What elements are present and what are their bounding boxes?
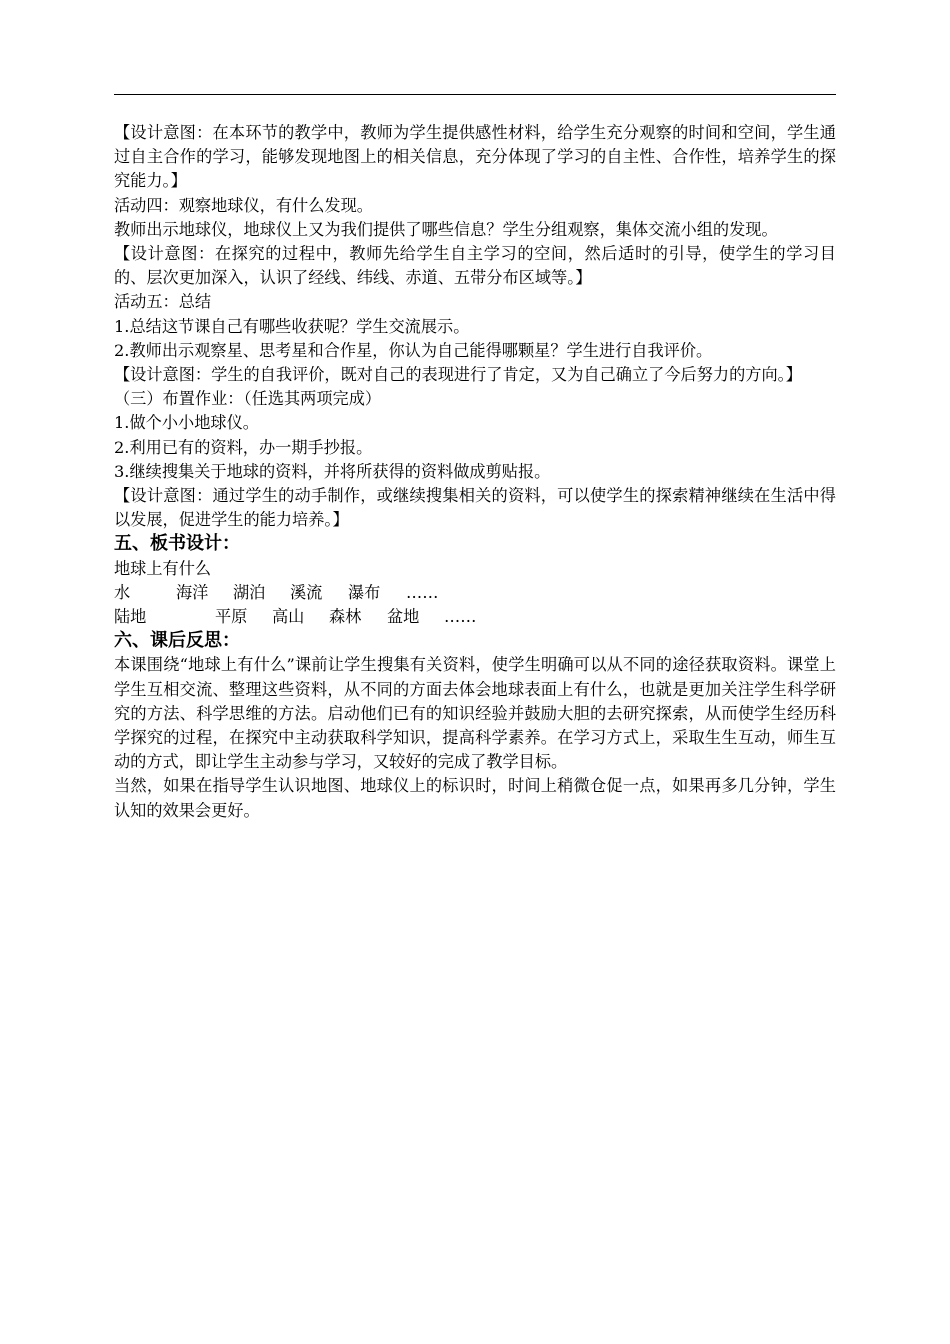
reflection-heading: 六、课后反思： xyxy=(114,630,240,652)
homework-item-3: 3.继续搜集关于地球的资料，并将所获得的资料做成剪贴报。 xyxy=(114,461,551,481)
activity-4-body: 教师出示地球仪，地球仪上又为我们提供了哪些信息？学生分组观察，集体交流小组的发现。 xyxy=(114,219,778,239)
board-cell: …… xyxy=(444,607,477,627)
activity-5-title: 活动五：总结 xyxy=(114,292,212,312)
board-cell: 盆地 xyxy=(387,607,420,627)
board-cell: 陆地 xyxy=(114,607,147,627)
board-cell: …… xyxy=(406,582,439,602)
homework-item-1: 1.做个小小地球仪。 xyxy=(114,413,259,433)
design-intent-1: 【设计意图：在本环节的教学中，教师为学生提供感性材料，给学生充分观察的时间和空间，学生通过自主合作的学习，能够发现地图上的相关信息，充分体现了学习的自主性、合作性，培养学生的探究能力。】 xyxy=(114,123,836,191)
board-cell: 湖泊 xyxy=(233,582,266,602)
board-cell: 瀑布 xyxy=(348,582,381,602)
board-cell: 平原 xyxy=(215,607,248,627)
design-intent-2: 【设计意图：在探究的过程中，教师先给学生自主学习的空间，然后适时的引导，使学生的学习目的、层次更加深入，认识了经线、纬线、赤道、五带分布区域等。】 xyxy=(114,244,836,288)
board-row-water xyxy=(114,581,836,605)
summary-item-1: 1.总结这节课自己有哪些收获呢？学生交流展示。 xyxy=(114,316,470,336)
board-title: 地球上有什么 xyxy=(114,558,212,578)
board-cell: 海洋 xyxy=(176,582,209,602)
homework-item-2: 2.利用已有的资料，办一期手抄报。 xyxy=(114,437,373,457)
activity-4-title: 活动四：观察地球仪，有什么发现。 xyxy=(114,195,373,215)
board-cell: 高山 xyxy=(272,607,305,627)
board-row-land xyxy=(114,605,836,629)
design-intent-4: 【设计意图：通过学生的动手制作，或继续搜集相关的资料，可以使学生的探索精神继续在生活中得以发展，促进学生的能力培养。】 xyxy=(114,486,836,530)
header-rule xyxy=(114,94,836,95)
board-design-heading: 五、板书设计： xyxy=(114,533,240,555)
design-intent-3: 【设计意图：学生的自我评价，既对自己的表现进行了肯定，又为自己确立了今后努力的方向。】 xyxy=(114,365,802,385)
board-cell: 森林 xyxy=(329,607,362,627)
reflection-paragraph-2: 当然，如果在指导学生认识地图、地球仪上的标识时，时间上稍微仓促一点，如果再多几分钟，学生认知的效果会更好。 xyxy=(114,776,836,820)
homework-title: （三）布置作业：（任选其两项完成） xyxy=(114,389,382,409)
board-cell: 水 xyxy=(114,582,131,602)
board-cell: 溪流 xyxy=(290,582,323,602)
document-body xyxy=(114,121,836,823)
summary-item-2: 2.教师出示观察星、思考星和合作星，你认为自己能得哪颗星？学生进行自我评价。 xyxy=(114,340,713,360)
reflection-paragraph-1: 本课围绕“地球上有什么”课前让学生搜集有关资料，使学生明确可以从不同的途径获取资料。课堂上学生互相交流、整理这些资料，从不同的方面去体会地球表面上有什么，也就是更加关注学生科学研究的方法、科学思维的方法。启动他们已有的知识经验并鼓励大胆的去研究探索，从而使学生经历科学探究的过程，在探究中主动获取科学知识，提高科学素养。在学习方式上，采取生生互动，师生互动的方式，即让学生主动参与学习，又较好的完成了教学目标。 xyxy=(114,655,836,772)
